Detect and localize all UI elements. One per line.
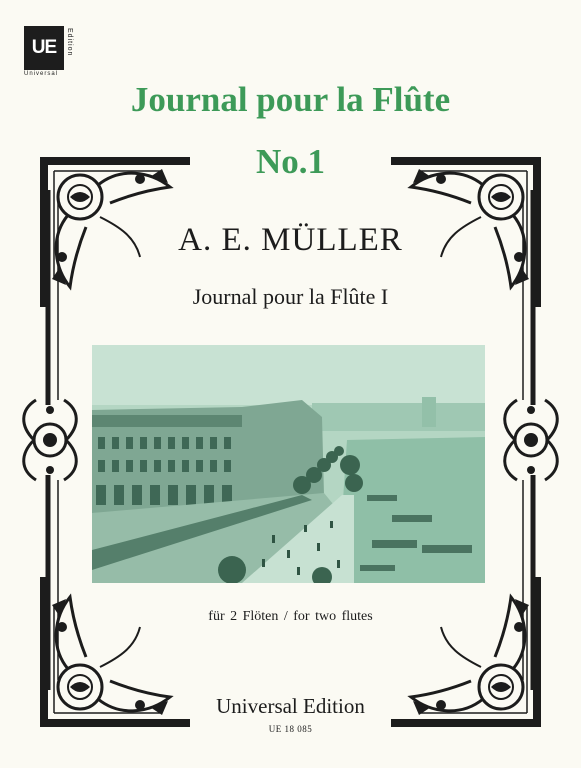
work-title: Journal pour la Flûte I: [192, 284, 389, 309]
logo-side-text: Edition: [66, 28, 73, 57]
logo-mark: UE: [24, 26, 64, 70]
publisher-name: Universal Edition: [216, 694, 365, 718]
instrumentation-text: für 2 Flöten / for two flutes: [208, 609, 373, 624]
series-title: Journal pour la Flûte: [130, 80, 451, 119]
catalog-number: UE 18 085: [268, 724, 313, 734]
cover-photograph: [92, 345, 485, 583]
composer-name: A. E. MÜLLER: [178, 222, 403, 258]
series-number: No.1: [255, 142, 326, 181]
harbour-promenade-image: [92, 345, 485, 583]
logo-bottom-text: Universal: [24, 71, 59, 77]
frame-side-ornament-right: [505, 400, 558, 480]
frame-side-ornament-left: [24, 400, 77, 480]
